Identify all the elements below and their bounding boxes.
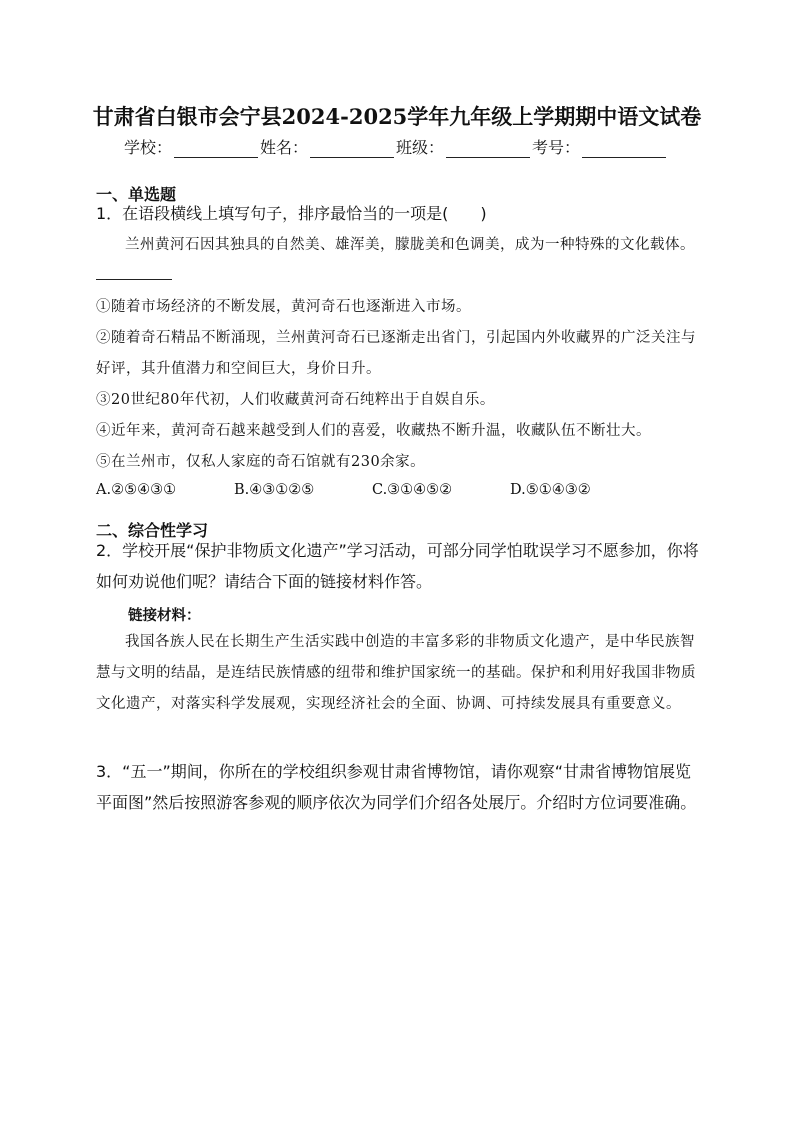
question-2-stem: 2．学校开展“保护非物质文化遗产”学习活动，可部分同学怕耽误学习不愿参加，你将如何劝说他们呢？请结合下面的链接材料作答。 [96, 541, 699, 591]
item-3: ③20世纪80年代初，人们收藏黄河奇石纯粹出于自娱自乐。 [96, 392, 495, 408]
school-label: 学校： [124, 138, 173, 157]
question-1-options [96, 482, 700, 498]
item-4: ④近年来，黄河奇石越来越受到人们的喜爱，收藏热不断升温，收藏队伍不断壮大。 [96, 423, 651, 439]
number-label: 考号： [532, 138, 581, 157]
name-blank[interactable] [310, 140, 394, 158]
option-c[interactable]: C.③①④⑤② [372, 482, 453, 498]
student-info-line [124, 135, 668, 158]
exam-title: 甘肃省白银市会宁县2024-2025学年九年级上学期期中语文试卷 [92, 104, 702, 129]
passage-blank[interactable] [96, 265, 172, 280]
material-text: 我国各族人民在长期生产生活实践中创造的丰富多彩的非物质文化遗产，是中华民族智慧与文明的结晶，是连结民族情感的纽带和维护国家统一的基础。保护和利用好我国非物质文化遗产，对落实科学发展观，实现经济社会的全面、协调、可持续发展具有重要意义。 [96, 634, 696, 712]
school-blank[interactable] [174, 140, 258, 158]
item-5: ⑤在兰州市，仅私人家庭的奇石馆就有230余家。 [96, 454, 426, 470]
section-heading-single-choice: 一、单选题 [96, 185, 177, 204]
number-blank[interactable] [582, 140, 666, 158]
option-d[interactable]: D.⑤①④③② [510, 482, 591, 498]
question-1-stem: 1．在语段横线上填写句子，排序最恰当的一项是( ) [96, 204, 487, 223]
option-a[interactable]: A.②⑤④③① [96, 482, 177, 498]
class-label: 班级： [396, 138, 445, 157]
name-label: 姓名： [260, 138, 309, 157]
section-heading-comprehensive: 二、综合性学习 [96, 521, 209, 540]
option-b[interactable]: B.④③①②⑤ [234, 482, 315, 498]
material-label: 链接材料： [128, 607, 201, 624]
class-blank[interactable] [446, 140, 530, 158]
question-3-stem: 3．“五一”期间，你所在的学校组织参观甘肃省博物馆，请你观察“甘肃省博物馆展览平面图”然后按照游客参观的顺序依次为同学们介绍各处展厅。介绍时方位词要准确。 [96, 762, 697, 812]
question-1-passage [96, 230, 700, 292]
passage-text: 兰州黄河石因其独具的自然美、雄浑美，朦胧美和色调美，成为一种特殊的文化载体。 [125, 237, 695, 253]
item-2: ②随着奇石精品不断涌现，兰州黄河奇石已逐渐走出省门，引起国内外收藏界的广泛关注与好评，其升值潜力和空间巨大，身价日升。 [96, 330, 696, 377]
item-1: ①随着市场经济的不断发展，黄河奇石也逐渐进入市场。 [96, 299, 471, 315]
